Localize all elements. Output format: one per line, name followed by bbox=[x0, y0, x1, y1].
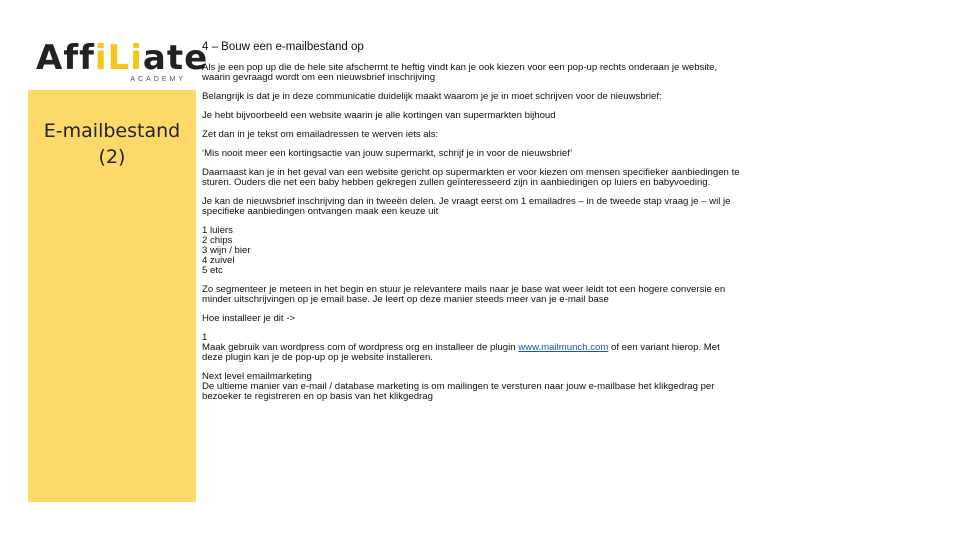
paragraph-importance: Belangrijk is dat je in deze communicatie duidelijk maakt waarom je je in moet schrijven voor de nieuwsbrief: bbox=[202, 91, 662, 102]
paragraph-segmentation: Daarnaast kan je in het geval van een website gericht op supermarkten er voor kiezen om mensen specifieker aanbiedingen te sturen. Ouders die net een baby hebben gekregen zullen geïnteresseerd zijn in aanbiedingen op luiers en babyvoeding. bbox=[202, 167, 740, 188]
list-item: 5 etc bbox=[202, 265, 223, 276]
section-title: E-mailbestand (2) bbox=[43, 120, 181, 168]
slide-heading: 4 – Bouw een e-mailbestand op bbox=[202, 41, 364, 53]
list-item: 3 wijn / bier bbox=[202, 245, 251, 256]
paragraph-quote: ‘Mis nooit meer een kortingsactie van jouw supermarkt, schrijf je in voor de nieuwsbrief’ bbox=[202, 148, 573, 159]
paragraph-plugin: 1 Maak gebruik van wordpress com of wordpress org en installeer de plugin www.mailmunch.com of een variant hierop. Met deze plugin kan je de pop-up op je website installeren. bbox=[202, 332, 720, 363]
paragraph-popup: Als je een pop up die de hele site afschermt te heftig vindt kan je ook kiezen voor een pop-up rechts onderaan je website, waarin gevraagd wordt om een nieuwsbrief inschrijving bbox=[202, 62, 718, 83]
paragraph-install: Hoe installeer je dit -> bbox=[202, 313, 296, 324]
list-item: 2 chips bbox=[202, 235, 233, 246]
mailmunch-link[interactable]: www.mailmunch.com bbox=[518, 342, 609, 353]
list-item: 1 luiers bbox=[202, 225, 233, 236]
logo bbox=[28, 32, 209, 90]
paragraph-next-level: Next level emailmarketing De ultieme manier van e-mail / database marketing is om mailingen te versturen naar jouw e-mailbase het klikgedrag per bezoeker te registreren en op basis van het klikgedrag bbox=[202, 371, 715, 402]
paragraph-conversion: Zo segmenteer je meteen in het begin en stuur je relevantere mails naar je base wat weer leidt tot een hogere conversie en minder uitschrijvingen op je email base. Je leert op deze manier steeds meer van je e-mail base bbox=[202, 284, 726, 305]
slide-content bbox=[202, 40, 842, 411]
sidebar bbox=[28, 90, 196, 502]
paragraph-two-step: Je kan de nieuwsbrief inschrijving dan in tweeën delen. Je vraagt eerst om 1 emailadres – in de tweede stap vraag je – wil je specifieke aanbiedingen ontvangen maak een keuze uit bbox=[202, 196, 731, 217]
paragraph-example: Je hebt bijvoorbeeld een website waarin je alle kortingen van supermarkten bijhoud bbox=[202, 110, 556, 121]
choice-list bbox=[202, 226, 842, 276]
logo-wordmark: AffiLiate bbox=[36, 38, 209, 78]
paragraph-text-tip: Zet dan in je tekst om emailadressen te werven iets als: bbox=[202, 129, 439, 140]
list-item: 4 zuivel bbox=[202, 255, 235, 266]
logo-subtitle: ACADEMY bbox=[130, 76, 186, 83]
